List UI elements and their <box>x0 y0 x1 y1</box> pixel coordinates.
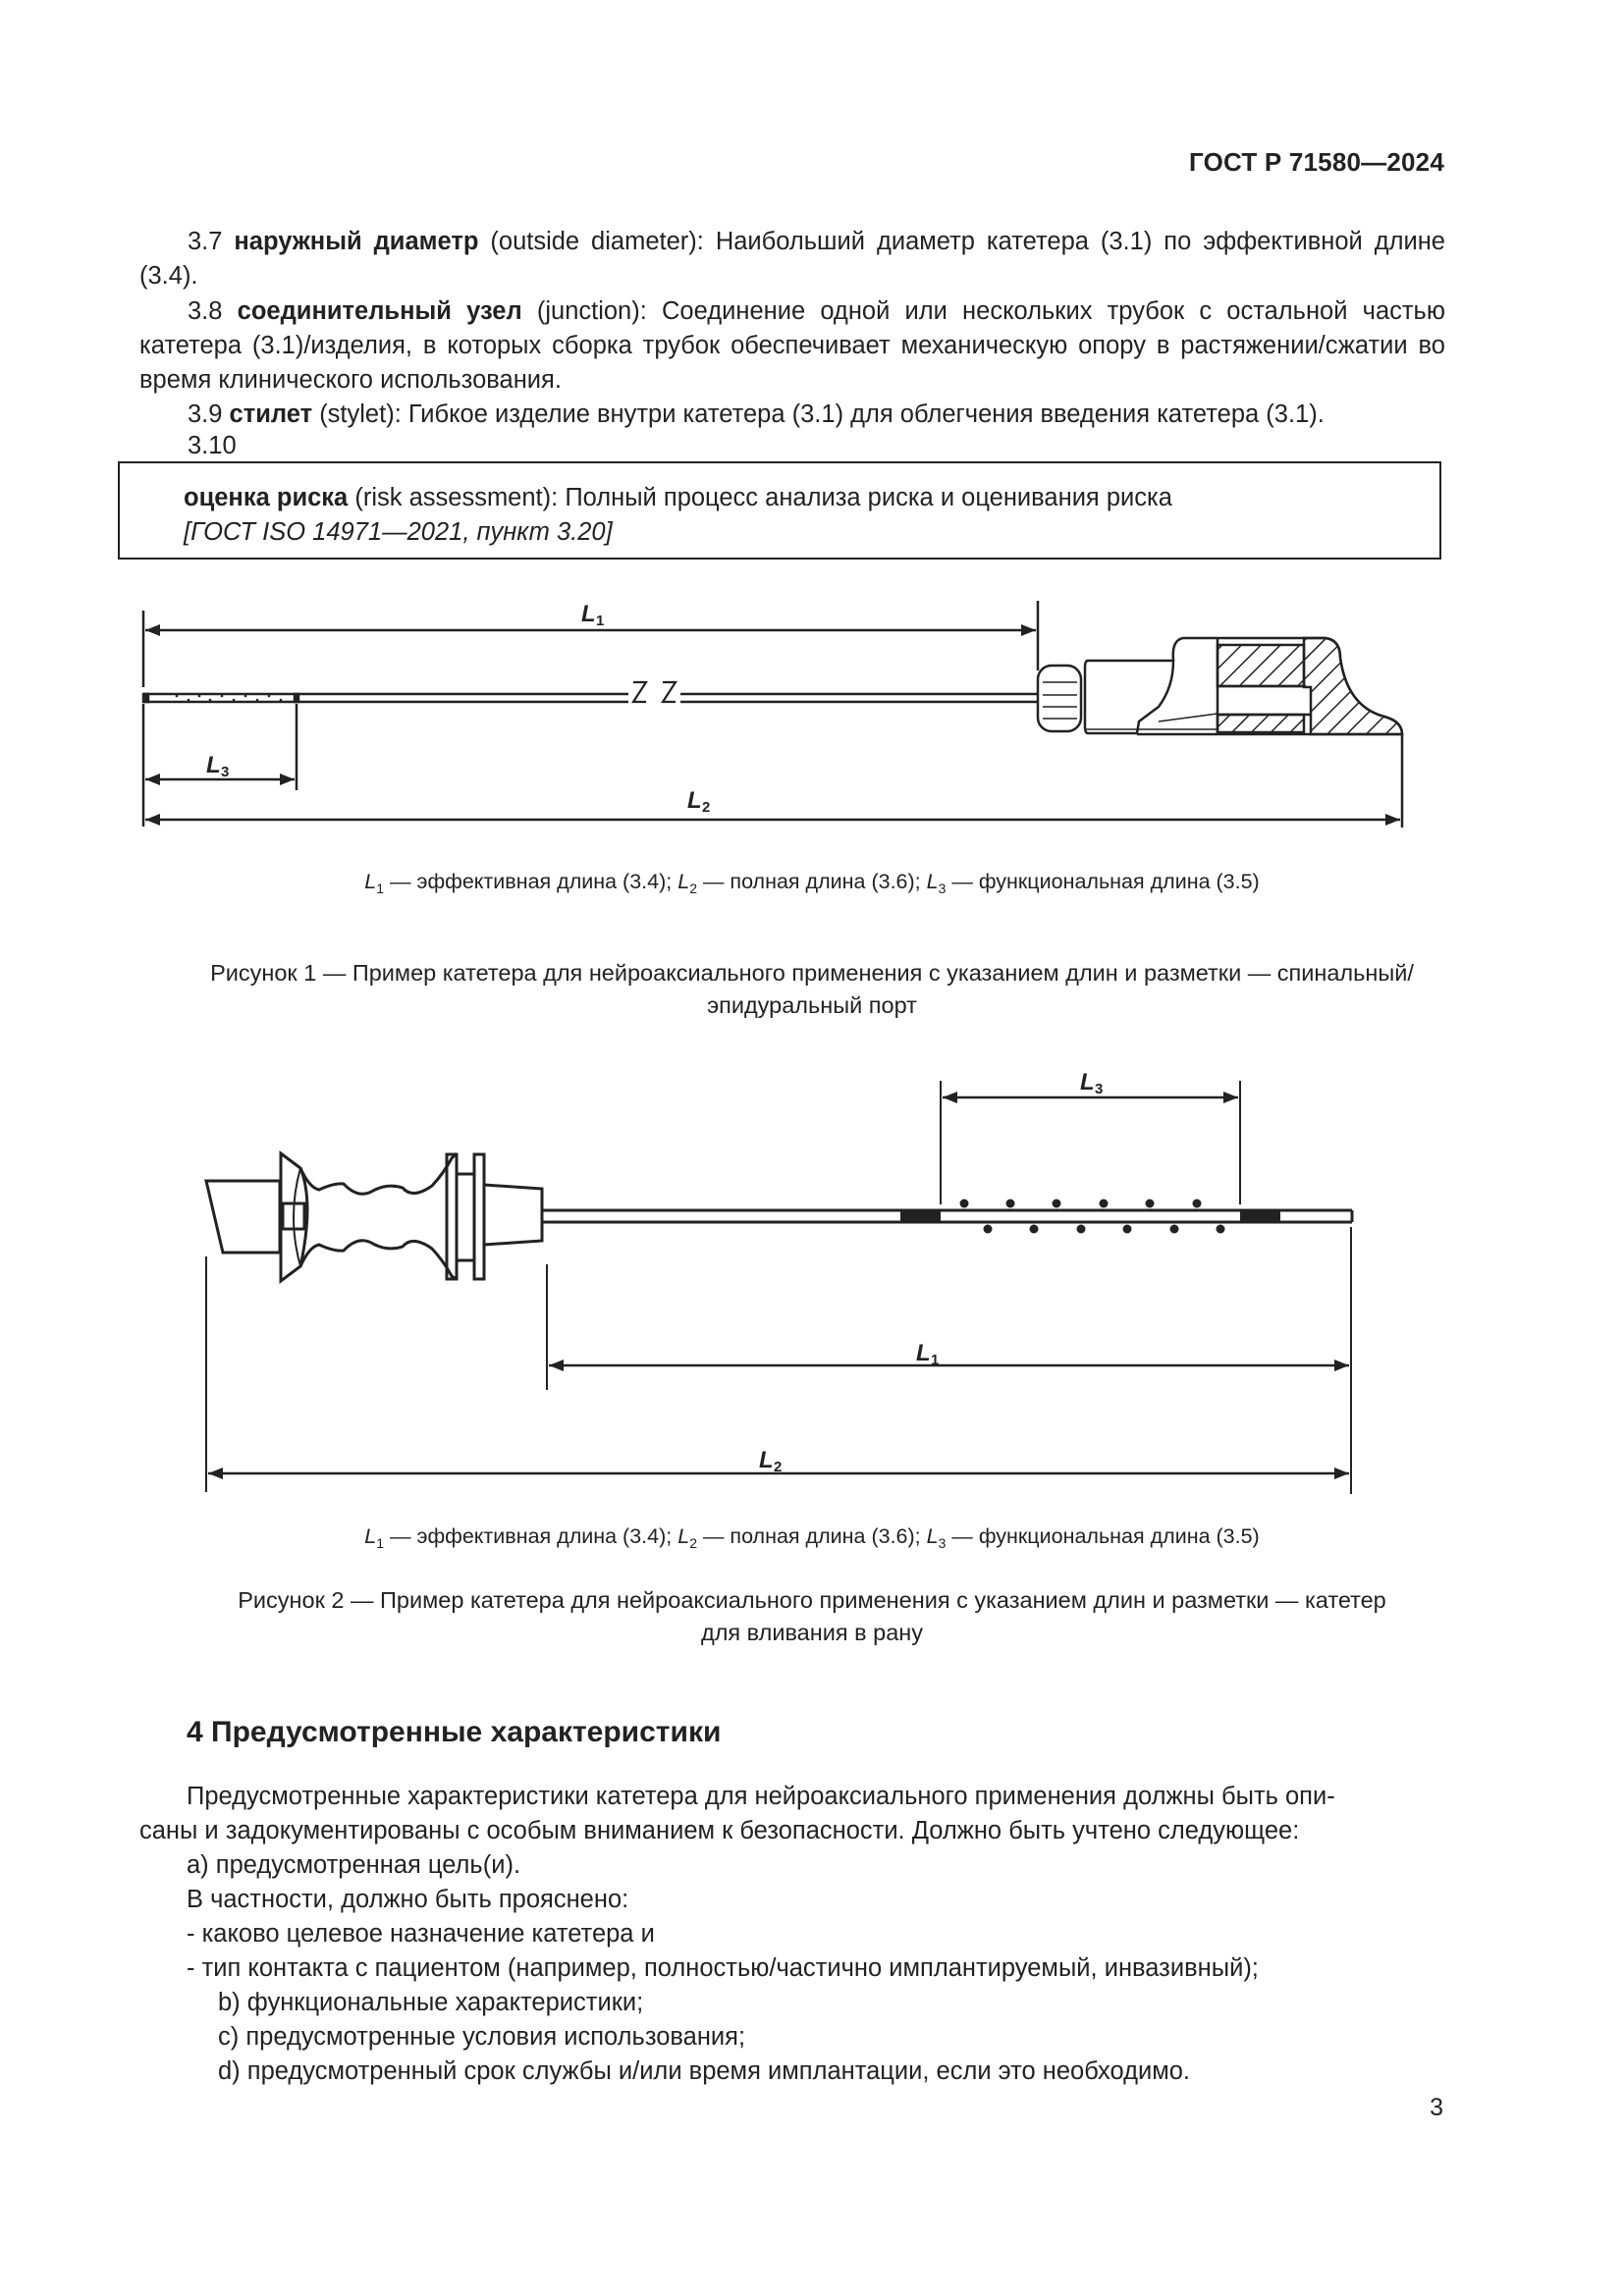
definition-3-7 <box>139 225 1445 294</box>
figure-1-caption <box>137 957 1487 1022</box>
definition-3-10-number: 3.10 <box>188 432 237 459</box>
dim-label-l1: L <box>916 1340 931 1366</box>
section-4-intro-line-2: саны и задокументированы с особым вниманием к безопасности. Должно быть учтено следующее: <box>139 1817 1300 1844</box>
dim-label-l2-sub: 2 <box>774 1459 783 1475</box>
boxed-definition-line <box>184 481 1172 515</box>
figure-1-perforations <box>176 695 283 702</box>
caption-line: эпидуральный порт <box>707 992 917 1018</box>
definition-number: 3.7 <box>188 228 223 255</box>
definition-english: (stylet): <box>319 400 402 428</box>
list-item-a: а) предусмотренная цель(и). <box>187 1851 521 1879</box>
figure-1-drawing <box>0 589 1624 854</box>
dim-label-l3-sub: 3 <box>221 764 230 780</box>
dim-label-l2: L <box>687 787 702 814</box>
list-item-c: c) предусмотренные условия использования; <box>218 2023 746 2051</box>
caption-line: Рисунок 2 — Пример катетера для нейроаксиального применения с указанием длин и разметки — катетер <box>238 1587 1386 1613</box>
legend-text: — функциональная длина (3.5) <box>946 1524 1260 1548</box>
document-standard-id: ГОСТ Р 71580—2024 <box>1189 147 1444 177</box>
definition-english: (risk assessment): <box>354 484 559 511</box>
dim-label-l3-sub: 3 <box>1095 1081 1104 1097</box>
radiopaque-marker <box>900 1209 941 1223</box>
boxed-definition <box>118 461 1441 560</box>
definition-term: соединительный узел <box>237 297 522 325</box>
definition-reference: [ГОСТ ISO 14971—2021, пункт 3.20] <box>184 518 613 546</box>
legend-subscript: 3 <box>938 1535 947 1551</box>
legend-subscript: 3 <box>938 881 947 896</box>
list-item-b: b) функциональные характеристики; <box>218 1989 644 2016</box>
figure-1-legend <box>0 870 1624 896</box>
legend-subscript: 2 <box>689 881 697 896</box>
figure-2-drawing <box>0 1060 1624 1512</box>
figure-2-lines <box>206 1081 1352 1494</box>
legend-subscript: 1 <box>376 881 385 896</box>
dim-label-l3: L <box>206 752 221 778</box>
definition-term: наружный диаметр <box>234 228 479 255</box>
definition-number: 3.9 <box>188 400 223 428</box>
list-item-clarification: В частности, должно быть прояснено: <box>187 1886 629 1913</box>
legend-text: — эффективная длина (3.4); <box>384 1524 678 1548</box>
definition-text: Соединение одной или нескольких трубок с остальной частью катетера (3.1)/изделия, в которых сборка трубок обеспечивает механическую опору в растяжении/сжатии во время клинического использования. <box>139 297 1445 394</box>
list-item-dash-1: - каково целевое назначение катетера и <box>187 1920 655 1948</box>
definition-english: (junction): <box>536 297 647 325</box>
figure-2-legend <box>0 1524 1624 1551</box>
definition-3-8 <box>139 294 1445 398</box>
legend-symbol: L <box>926 1524 939 1548</box>
definition-english: (outside diameter): <box>490 228 704 255</box>
radiopaque-marker <box>1240 1209 1280 1223</box>
legend-text: — функциональная длина (3.5) <box>946 870 1260 893</box>
dim-label-l1: L <box>581 601 596 627</box>
section-4-title: 4 Предусмотренные характеристики <box>187 1716 722 1748</box>
caption-line: для вливания в рану <box>701 1620 923 1645</box>
legend-symbol: L <box>364 870 377 893</box>
dim-label-l3: L <box>1080 1069 1095 1095</box>
dim-label-l1-sub: 1 <box>596 613 605 629</box>
legend-symbol: L <box>364 1524 377 1548</box>
definition-text: Наибольший диаметр катетера (3.1) по эффективной длине (3.4). <box>139 228 1445 290</box>
figure-2-side-holes <box>960 1200 1225 1234</box>
definition-text: Гибкое изделие внутри катетера (3.1) для облегчения введения катетера (3.1). <box>407 400 1325 428</box>
legend-symbol: L <box>677 870 690 893</box>
definition-number: 3.8 <box>188 297 223 325</box>
legend-symbol: L <box>677 1524 690 1548</box>
page-number: 3 <box>1430 2094 1443 2121</box>
legend-subscript: 2 <box>689 1535 697 1551</box>
figure-1-lines <box>143 601 1402 828</box>
figure-2-caption <box>137 1584 1487 1649</box>
definition-term: стилет <box>229 400 313 428</box>
dim-label-l2-sub: 2 <box>702 799 711 816</box>
definition-3-9 <box>139 398 1445 432</box>
legend-text: — полная длина (3.6); <box>696 1524 927 1548</box>
legend-text: — полная длина (3.6); <box>696 870 927 893</box>
section-4-intro-line-1: Предусмотренные характеристики катетера для нейроаксиального применения должны быть опи- <box>187 1783 1335 1810</box>
dim-label-l1-sub: 1 <box>931 1352 940 1368</box>
legend-text: — эффективная длина (3.4); <box>384 870 678 893</box>
legend-symbol: L <box>926 870 939 893</box>
legend-subscript: 1 <box>376 1535 385 1551</box>
list-item-d: d) предусмотренный срок службы и/или время имплантации, если это необходимо. <box>218 2057 1191 2085</box>
definition-text: Полный процесс анализа риска и оценивания риска <box>565 484 1172 511</box>
caption-line: Рисунок 1 — Пример катетера для нейроаксиального применения с указанием длин и разметки — спинальный/ <box>210 960 1414 986</box>
list-item-dash-2: - тип контакта с пациентом (например, полностью/частично имплантируемый, инвазивный); <box>187 1954 1259 1982</box>
dim-label-l2: L <box>759 1447 774 1473</box>
definition-term: оценка риска <box>184 484 349 511</box>
